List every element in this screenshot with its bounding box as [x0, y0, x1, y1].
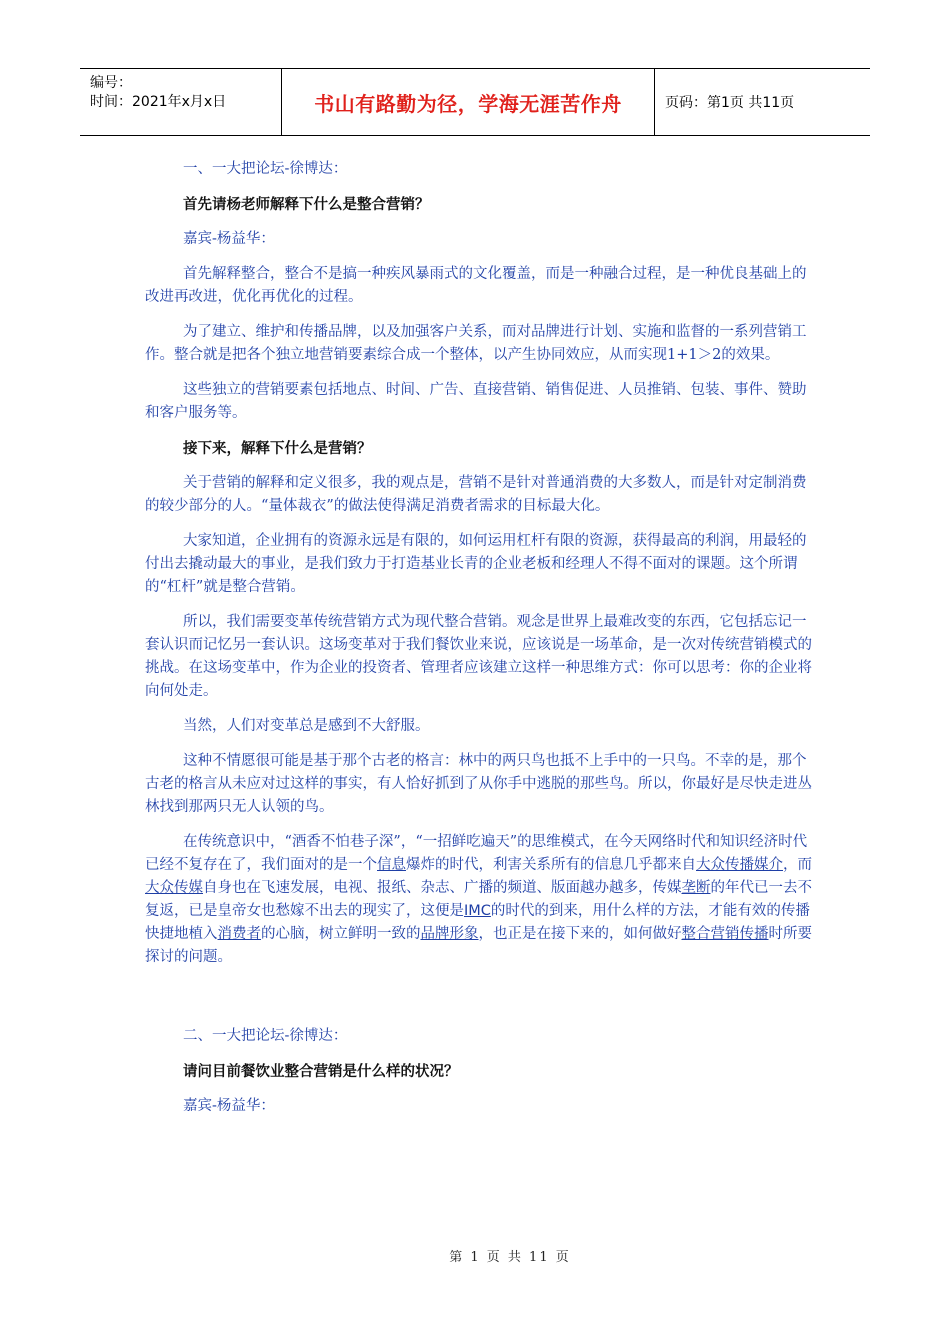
guest-label: 嘉宾-杨益华： — [183, 1098, 275, 1114]
header-motto: 书山有路勤为径，学海无涯苦作舟 — [282, 69, 655, 135]
paragraph: 当然，人们对变革总是感到不大舒服。 — [183, 718, 430, 734]
paragraph: 所以，我们需要变革传统营销方式为现代整合营销。观念是世界上最难改变的东西，它包括忘记一套认识而记忆另一套认识。这场变革对于我们餐饮业来说，应该说是一场革命，是一次对传统营销模式的挑战。在这场变革中，作为企业的投资者、管理者应该建立这样一种思维方式：你可以思考：你的企业将向何处走。 — [145, 614, 812, 699]
header-meta — [80, 69, 282, 135]
text-span: 在传统意识中，“酒香不怕巷子深”，“一招鲜吃遍天”的思维模式，在今天网络时代和知识经济时代已经不复存在了，我们面对的是一个 — [145, 834, 808, 873]
time-label: 时间：2021年x月x日 — [90, 94, 227, 110]
text-span: 爆炸的时代，利害关系所有的信息几乎都来自 — [406, 857, 696, 873]
text-span: 时所要探讨的问题。 — [145, 926, 812, 965]
code-label: 编号： — [90, 75, 132, 91]
link-xiaofeizhe[interactable]: 消费者 — [217, 926, 261, 942]
page-footer: 第 1 页 共 11 页 — [449, 1250, 571, 1265]
question: 请问目前餐饮业整合营销是什么样的状况？ — [183, 1063, 459, 1080]
link-xinxi[interactable]: 信息 — [377, 857, 406, 873]
link-longduan[interactable]: 垄断 — [681, 880, 711, 896]
link-pinpai-xingxiang[interactable]: 品牌形象 — [420, 926, 479, 942]
paragraph: 这些独立的营销要素包括地点、时间、广告、直接营销、销售促进、人员推销、包装、事件、赞助和客户服务等。 — [145, 382, 807, 421]
page-header — [80, 68, 870, 136]
text-span: 的年代已一去不复返，已是皇帝女也愁嫁不出去的现实了，这便是 — [145, 880, 812, 919]
paragraph-with-links — [145, 831, 815, 969]
link-dazhong-chuanbo-meijie[interactable]: 大众传播媒介 — [696, 857, 783, 873]
link-zhenghe-yingxiao-chuanbo[interactable]: 整合营销传播 — [681, 926, 769, 942]
paragraph: 这种不情愿很可能是基于那个古老的格言：林中的两只鸟也抵不上手中的一只鸟。不幸的是，那个古老的格言从未应对过这样的事实，有人恰好抓到了从你手中逃脱的那些鸟。所以，你最好是尽快走进丛林找到那两只无人认领的鸟。 — [145, 753, 812, 815]
paragraph: 大家知道，企业拥有的资源永远是有限的，如何运用杠杆有限的资源，获得最高的利润，用最轻的付出去撬动最大的事业，是我们致力于打造基业长青的企业老板和经理人不得不面对的课题。这个所谓的“杠杆”就是整合营销。 — [145, 533, 807, 595]
document-body — [145, 158, 815, 1118]
paragraph: 为了建立、维护和传播品牌，以及加强客户关系，而对品牌进行计划、实施和监督的一系列营销工作。整合就是把各个独立地营销要素综合成一个整体，以产生协同效应，从而实现1+1＞2的效果。 — [145, 324, 807, 363]
header-page-label: 页码：第1页 共11页 — [665, 95, 795, 111]
section-heading: 二、一大把论坛-徐博达： — [183, 1028, 348, 1044]
question: 首先请杨老师解释下什么是整合营销？ — [183, 196, 430, 213]
text-span: 自身也在飞速发展，电视、报纸、杂志、广播的频道、版面越办越多，传媒 — [203, 880, 682, 896]
link-imc[interactable]: IMC — [464, 903, 491, 919]
link-dazhong-chuanmei[interactable]: 大众传媒 — [145, 880, 203, 896]
text-span: ，也正是在接下来的，如何做好 — [478, 926, 682, 942]
guest-label: 嘉宾-杨益华： — [183, 231, 275, 247]
paragraph: 关于营销的解释和定义很多，我的观点是，营销不是针对普通消费的大多数人，而是针对定制消费的较少部分的人。“量体裁衣”的做法使得满足消费者需求的目标最大化。 — [145, 475, 807, 514]
section-heading: 一、一大把论坛-徐博达： — [183, 161, 348, 177]
paragraph: 首先解释整合，整合不是搞一种疾风暴雨式的文化覆盖，而是一种融合过程，是一种优良基础上的改进再改进，优化再优化的过程。 — [145, 266, 807, 305]
text-span: ，而 — [783, 857, 812, 873]
text-span: 的心脑，树立鲜明一致的 — [261, 926, 421, 942]
question: 接下来，解释下什么是营销？ — [183, 440, 372, 457]
text-span: 的时代的到来，用什么样的方法，才能有效的传播快捷地植入 — [145, 903, 810, 942]
